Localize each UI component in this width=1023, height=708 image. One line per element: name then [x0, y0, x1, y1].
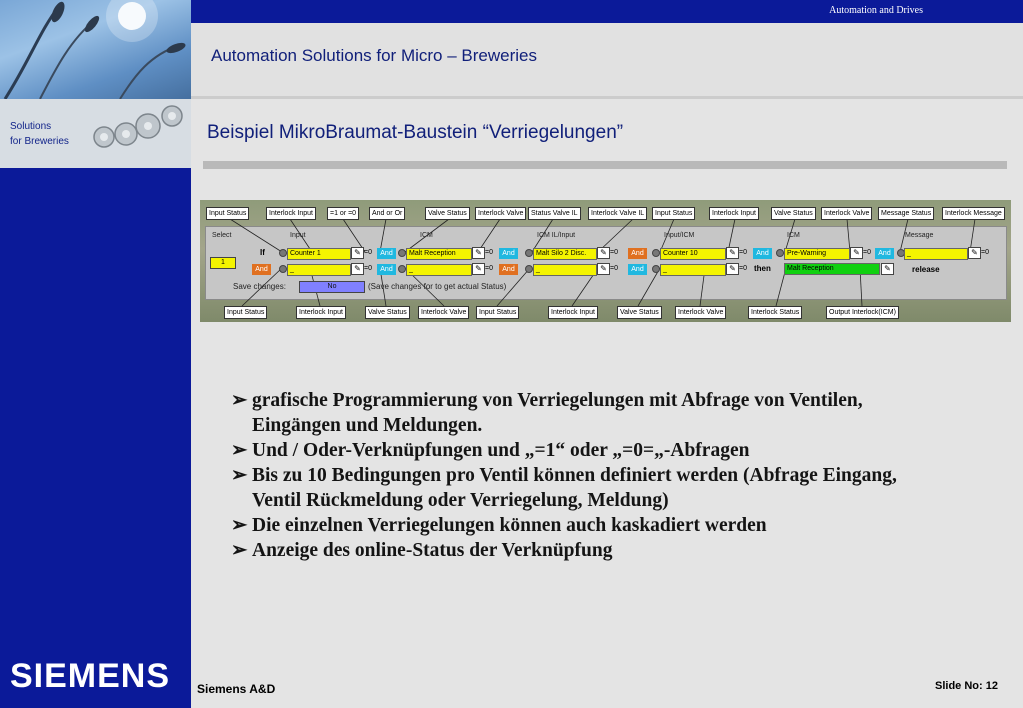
status-dot [525, 265, 533, 273]
bullet-arrow-icon: ➢ [231, 515, 248, 536]
col-header-select: Select [212, 232, 232, 239]
header-photo [0, 0, 191, 99]
eq-value: =0 [364, 265, 372, 272]
row2-and-toggle-1[interactable]: And [377, 264, 396, 275]
slide-heading: Beispiel MikroBraumat-Baustein “Verriegelungen” [207, 122, 624, 143]
bottom-label-valve-status: Valve Status [365, 306, 410, 319]
row2-input-field[interactable]: _ [287, 264, 351, 276]
bullet-arrow-icon: ➢ [231, 540, 248, 561]
bullet-arrow-icon: ➢ [231, 440, 248, 461]
save-changes-label: Save changes: [233, 282, 286, 291]
top-label-interlock-valve-2: Interlock Valve [821, 207, 872, 220]
row1-icm-field[interactable]: Malt Reception [406, 248, 472, 260]
brand-line-2: for Breweries [10, 136, 69, 147]
edit-pen-icon[interactable]: ✎ [726, 263, 739, 275]
edit-pen-icon[interactable]: ✎ [597, 263, 610, 275]
bottom-label-interlock-input-2: Interlock Input [548, 306, 598, 319]
col-header-message: Message [905, 232, 934, 239]
siemens-logo: SIEMENS [10, 657, 171, 695]
bottom-label-output-interlock: Output Interlock(ICM) [826, 306, 899, 319]
status-dot [776, 249, 784, 257]
release-label: release [912, 265, 940, 274]
row2-input-icm-field[interactable]: _ [660, 264, 726, 276]
top-label-input-status: Input Status [206, 207, 249, 220]
edit-pen-icon[interactable]: ✎ [850, 247, 863, 259]
top-label-or-value: =1 or =0 [327, 207, 359, 220]
edit-pen-icon[interactable]: ✎ [968, 247, 981, 259]
col-header-input-icm: Input/ICM [664, 232, 695, 239]
top-label-status-valve-il: Status Valve IL [528, 207, 581, 220]
if-label: If [260, 248, 265, 257]
eq-value: =0 [981, 249, 989, 256]
top-bar [191, 0, 1023, 23]
top-label-interlock-valve: Interlock Valve [475, 207, 526, 220]
row1-and-toggle-2[interactable]: And [499, 248, 518, 259]
bullet-item: ➢ Anzeige des online-Status der Verknüpfung [231, 540, 613, 561]
row1-and-toggle-5[interactable]: And [875, 248, 894, 259]
row1-icm-il-field[interactable]: Malt Silo 2 Disc. [533, 248, 597, 260]
eq-value: =0 [610, 249, 618, 256]
edit-pen-icon[interactable]: ✎ [351, 247, 364, 259]
row1-input-icm-field[interactable]: Counter 10 [660, 248, 726, 260]
top-label-valve-status: Valve Status [425, 207, 470, 220]
then-label: then [754, 264, 771, 273]
brand-panel [0, 99, 191, 168]
sidebar [0, 168, 191, 708]
top-label-interlock-input-2: Interlock Input [709, 207, 759, 220]
eq-value: =0 [364, 249, 372, 256]
col-header-icm-il-input: ICM IL/Input [537, 232, 576, 239]
bottom-label-interlock-valve: Interlock Valve [418, 306, 469, 319]
col-header-icm: ICM [420, 232, 433, 239]
top-label-interlock-message: Interlock Message [942, 207, 1005, 220]
row2-icm-field[interactable]: _ [406, 264, 472, 276]
top-label-input-status-2: Input Status [652, 207, 695, 220]
row1-and-toggle-1[interactable]: And [377, 248, 396, 259]
presentation-title: Automation Solutions for Micro – Breweries [211, 46, 537, 65]
bottom-label-interlock-input: Interlock Input [296, 306, 346, 319]
edit-pen-icon[interactable]: ✎ [472, 247, 485, 259]
bottom-label-input-status-2: Input Status [476, 306, 519, 319]
bullet-item: ➢ Die einzelnen Verriegelungen können auch kaskadiert werden [231, 515, 767, 536]
status-dot [652, 249, 660, 257]
save-changes-button[interactable]: No [299, 281, 365, 293]
row2-and-toggle-3[interactable]: And [628, 264, 647, 275]
slide-number: Slide No: 12 [935, 680, 998, 692]
brand-line-1: Solutions [10, 121, 52, 132]
bullet-item: ➢ Bis zu 10 Bedingungen pro Ventil können definiert werden (Abfrage Eingang, Ventil Rückmeldung oder Verriegelung, Meldung) [231, 465, 897, 511]
row1-and-toggle-3[interactable]: And [628, 248, 647, 259]
row1-and-toggle-4[interactable]: And [753, 248, 772, 259]
gears-icon [90, 104, 190, 159]
bottom-label-interlock-valve-2: Interlock Valve [675, 306, 726, 319]
row2-icm-output-field[interactable]: Malt Reception [784, 263, 880, 275]
top-label-valve-status-2: Valve Status [771, 207, 816, 220]
col-header-icm-2: ICM [787, 232, 800, 239]
header-divider [191, 96, 1023, 99]
status-dot [398, 249, 406, 257]
eq-value: =0 [739, 249, 747, 256]
eq-value: =0 [485, 265, 493, 272]
eq-value: =0 [863, 249, 871, 256]
footer-company: Siemens A&D [197, 682, 276, 696]
brand-text [10, 119, 69, 149]
bottom-label-input-status: Input Status [224, 306, 267, 319]
eq-value: =0 [739, 265, 747, 272]
status-dot [279, 265, 287, 273]
division-label: Automation and Drives [829, 5, 923, 16]
row2-and-toggle[interactable]: And [252, 264, 271, 275]
col-header-input: Input [290, 232, 306, 239]
bottom-label-interlock-status: Interlock Status [748, 306, 802, 319]
top-label-interlock-valve-il: Interlock Valve IL [588, 207, 647, 220]
bullet-arrow-icon: ➢ [231, 465, 248, 486]
bottom-label-valve-status-2: Valve Status [617, 306, 662, 319]
status-dot [279, 249, 287, 257]
save-hint-text: (Save changes for to get actual Status) [368, 282, 507, 291]
status-dot [398, 265, 406, 273]
edit-pen-icon[interactable]: ✎ [881, 263, 894, 275]
edit-pen-icon[interactable]: ✎ [597, 247, 610, 259]
status-dot [652, 265, 660, 273]
row1-input-field[interactable]: Counter 1 [287, 248, 351, 260]
select-input[interactable]: 1 [210, 257, 236, 269]
heading-underline [203, 161, 1007, 169]
eq-value: =0 [485, 249, 493, 256]
status-dot [525, 249, 533, 257]
top-label-and-or: And or Or [369, 207, 405, 220]
top-label-message-status: Message Status [878, 207, 934, 220]
row1-message-field[interactable]: _ [904, 248, 968, 260]
bullet-item: ➢ Und / Oder-Verknüpfungen und „=1“ oder „=0=„-Abfragen [231, 440, 750, 461]
edit-pen-icon[interactable]: ✎ [472, 263, 485, 275]
bullet-item: ➢ grafische Programmierung von Verriegelungen mit Abfrage von Ventilen, Eingängen und Meldungen. [231, 390, 863, 436]
row1-icm-2-field[interactable]: Pre-Warning [784, 248, 850, 260]
bullet-list [231, 388, 901, 563]
top-label-interlock-input: Interlock Input [266, 207, 316, 220]
edit-pen-icon[interactable]: ✎ [726, 247, 739, 259]
row2-icm-il-field[interactable]: _ [533, 264, 597, 276]
edit-pen-icon[interactable]: ✎ [351, 263, 364, 275]
title-bar [191, 23, 1023, 96]
bullet-arrow-icon: ➢ [231, 390, 248, 411]
row2-and-toggle-2[interactable]: And [499, 264, 518, 275]
eq-value: =0 [610, 265, 618, 272]
